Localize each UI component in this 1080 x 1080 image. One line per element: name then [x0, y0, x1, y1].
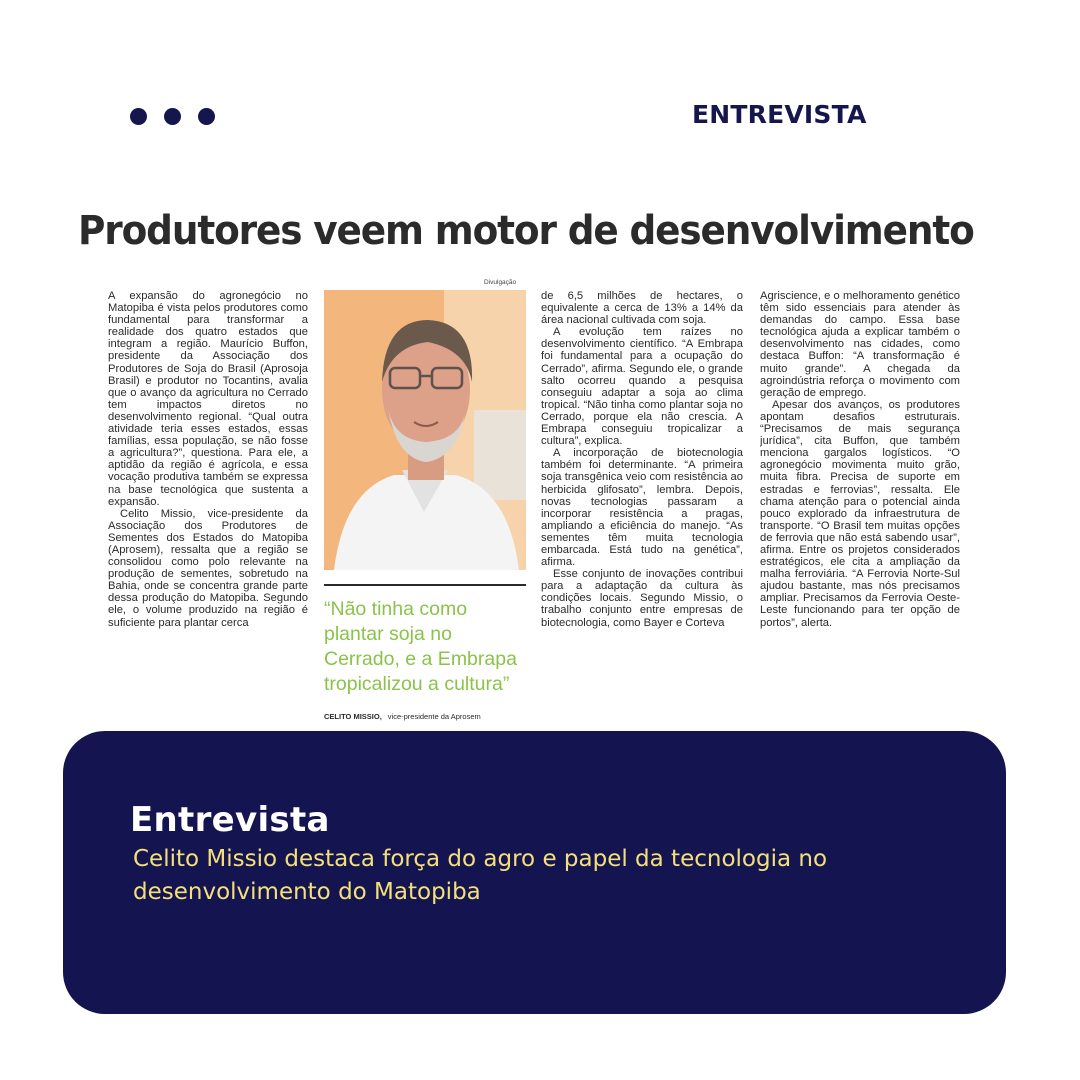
section-label: ENTREVISTA	[692, 100, 867, 129]
dot-3	[198, 108, 215, 125]
article-paragraph: Esse conjunto de inovações contribui para a adaptação da cultura às condições locais. Segundo Missio, o trabalho conjunto entre empresas de biotecnologia, como Bayer e Corteva	[541, 568, 743, 629]
article-column-1	[108, 290, 308, 722]
pull-quote: “Não tinha como plantar soja no Cerrado, e a Embrapa tropicalizou a cultura”	[324, 598, 517, 695]
article-paragraph: Agriscience, e o melhoramento genético têm sido essenciais para atender às demandas do campo. Essa base tecnológica ajuda a explicar também o desenvolvimento nas cidades, como destaca Buffon: “A transformação é muito grande”. A chegada da agroindústria reforça o movimento com geração de emprego.	[760, 290, 960, 399]
article-paragraph: Apesar dos avanços, os produtores apontam desafios estruturais. “Precisamos de mais segurança jurídica”, cita Buffon, que também menciona gargalos logísticos. “O agronegócio movimenta muito grão, muita fibra. Precisa de suporte em estradas e ferrovias”, ressalta. Ele chama atenção para o potencial ainda pouco explorado da infraestrutura de transporte. “O Brasil tem muitas opções de ferrovia que não está sabendo usar”, afirma. Entre os projetos considerados estratégicos, ele cita a ampliação da malha ferroviária. “A Ferrovia Norte-Sul ajudou bastante, mas nós precisamos ampliar. Precisamos da Ferrovia Oeste-Leste funcionando para ter opção de portos”, alerta.	[760, 398, 960, 629]
interviewee-photo	[324, 290, 526, 570]
article-headline: Produtores veem motor de desenvolvimento	[78, 208, 974, 254]
article-column-4	[760, 290, 960, 722]
article-paragraph: Celito Missio, vice-presidente da Associação dos Produtores de Sementes dos Estados do Matopiba (Aprosem), ressalta que a região se consolidou como polo relevante na produção de sementes, sobretudo na Bahia, onde se concentra grande parte dessa produção do Matopiba. Segundo ele, o volume produzido na região é suficiente para plantar cerca	[108, 507, 308, 629]
article-paragraph: de 6,5 milhões de hectares, o equivalente a cerca de 13% a 14% da área nacional cultivada com soja.	[541, 290, 743, 327]
photo-credit: Divulgação	[484, 279, 517, 286]
quote-attribution	[324, 712, 481, 721]
article-paragraph: A expansão do agronegócio no Matopiba é vista pelos produtores como fundamental para transformar a realidade dos quatro estados que integram a região. Maurício Buffon, presidente da Associação dos Produtores de Soja do Brasil (Aprosoja Brasil) e produtor no Tocantins, avalia que o avanço da agricultura no Cerrado tem impactos diretos no desenvolvimento regional. “Qual outra atividade teria esses estados, essas famílias, essa população, se não fosse a agricultura?”, questiona. Para ele, a aptidão da região é agrícola, e essa vocação produtiva também se expressa na base tecnológica que sustenta a expansão.	[108, 290, 308, 508]
quote-divider	[324, 584, 526, 586]
panel-title: Entrevista	[130, 800, 330, 840]
article-column-3	[541, 290, 743, 722]
article-paragraph: A evolução tem raízes no desenvolvimento científico. “A Embrapa foi fundamental para a ocupação do Cerrado”, afirma. Segundo ele, o grande salto ocorreu quando a pesquisa conseguiu adaptar a soja ao clima tropical. “Não tinha como plantar soja no Cerrado, porque ela não crescia. A Embrapa conseguiu tropicalizar a cultura”, explica.	[541, 326, 743, 448]
quote-attribution-name: CELITO MISSIO,	[324, 712, 382, 721]
quote-attribution-role: vice-presidente da Aprosem	[387, 712, 481, 721]
article-paragraph: A incorporação de biotecnologia também foi determinante. “A primeira soja transgênica veio com resistência ao herbicida glifosato”, lembra. Depois, novas tecnologias passaram a incorporar resistência a pragas, ampliando a eficiência do manejo. “As sementes têm muita tecnologia embarcada. Está tudo na genética”, afirma.	[541, 447, 743, 569]
three-dots-icon[interactable]	[130, 108, 215, 125]
dot-2	[164, 108, 181, 125]
panel-subtitle: Celito Missio destaca força do agro e papel da tecnologia no desenvolvimento do Matopiba	[133, 846, 828, 905]
dot-1	[130, 108, 147, 125]
